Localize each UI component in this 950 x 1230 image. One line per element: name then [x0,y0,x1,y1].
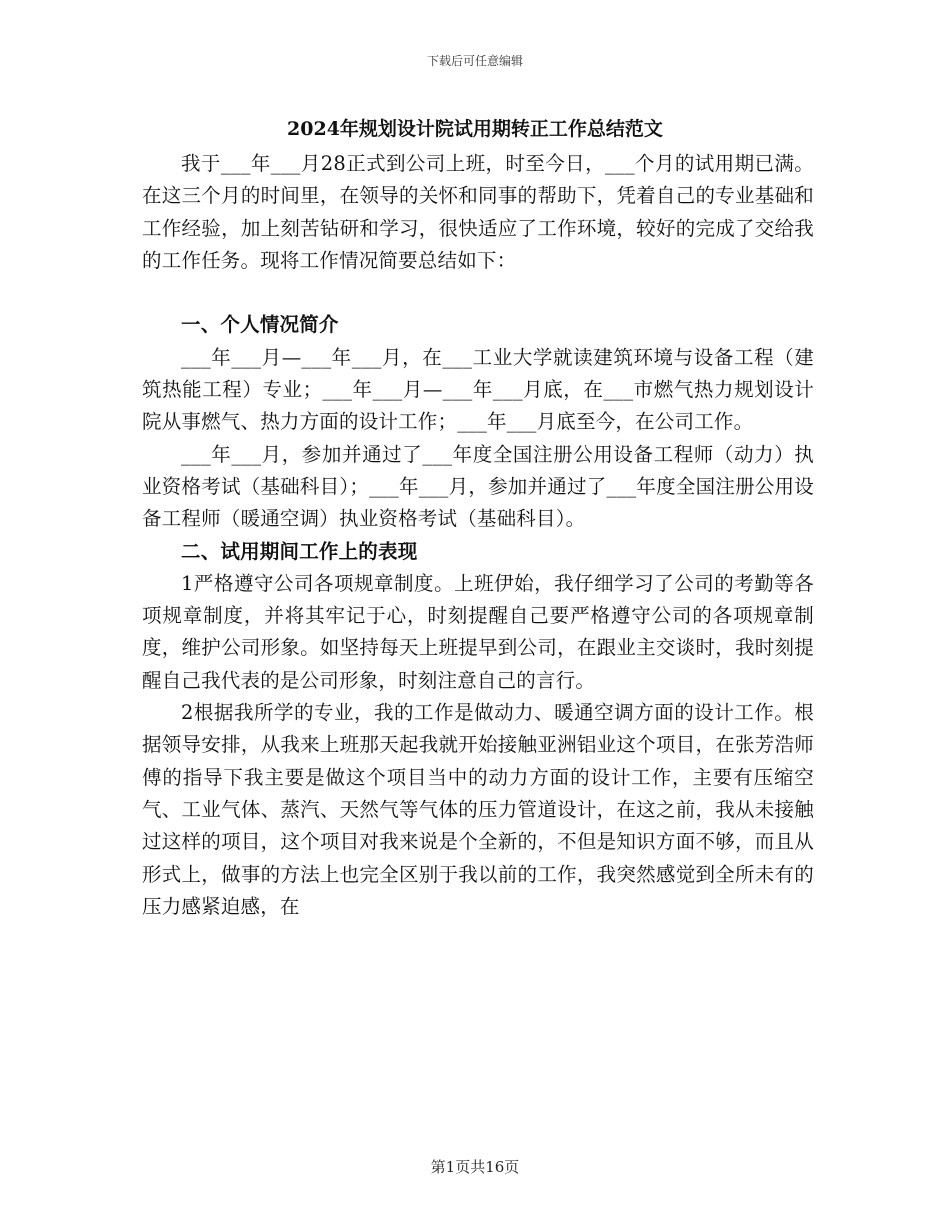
section-heading-personal-info: 一、个人情况简介 [181,313,339,337]
paragraph-design-work: 2根据我所学的专业，我的工作是做动力、暖通空调方面的设计工作。根据领导安排，从我来上班那天起我就开始接触亚洲铝业这个项目，在张芳浩师傅的指导下我主要是做这个项目当中的动力方面的设计工作，主要有压缩空气、工业气体、蒸汽、天然气等气体的压力管道设计，在这之前，我从未接触过这样的项目，这个项目对我来说是个全新的，不但是知识方面不够，而且从形式上，做事的方法上也完全区别于我以前的工作，我突然感觉到全所未有的压力感紧迫感，在 [142,701,814,918]
page-footer: 第1页共16页 [430,1158,520,1176]
paragraph-certification: ___年___月，参加并通过了___年度全国注册公用设备工程师（动力）执业资格考试（基础科目）；___年___月，参加并通过了___年度全国注册公用设备工程师（暖通空调）执业资格考试（基础科目）。 [142,442,814,531]
section-heading-performance: 二、试用期间工作上的表现 [181,539,418,563]
paragraph-education-history: ___年___月—___年___月，在___工业大学就读建筑环境与设备工程（建筑热能工程）专业；___年___月—___年___月底，在___市燃气热力规划设计院从事燃气、热力方面的设计工作；___年___月底至今，在公司工作。 [142,345,814,434]
document-body [142,148,814,923]
paragraph-rules-compliance: 1严格遵守公司各项规章制度。上班伊始，我仔细学习了公司的考勤等各项规章制度，并将其牢记于心，时刻提醒自己要严格遵守公司的各项规章制度，维护公司形象。如坚持每天上班提早到公司，在跟业主交谈时，我时刻提醒自己我代表的是公司形象，时刻注意自己的言行。 [142,571,814,692]
blank-line [142,277,814,309]
header-note: 下载后可任意编辑 [426,54,523,68]
document-title: 2024年规划设计院试用期转正工作总结范文 [287,118,663,140]
intro-paragraph: 我于___年___月28正式到公司上班，时至今日，___个月的试用期已满。在这三个月的时间里，在领导的关怀和同事的帮助下，凭着自己的专业基础和工作经验，加上刻苦钻研和学习，很快适应了工作环境，较好的完成了交给我的工作任务。现将工作情况简要总结如下： [142,152,814,272]
